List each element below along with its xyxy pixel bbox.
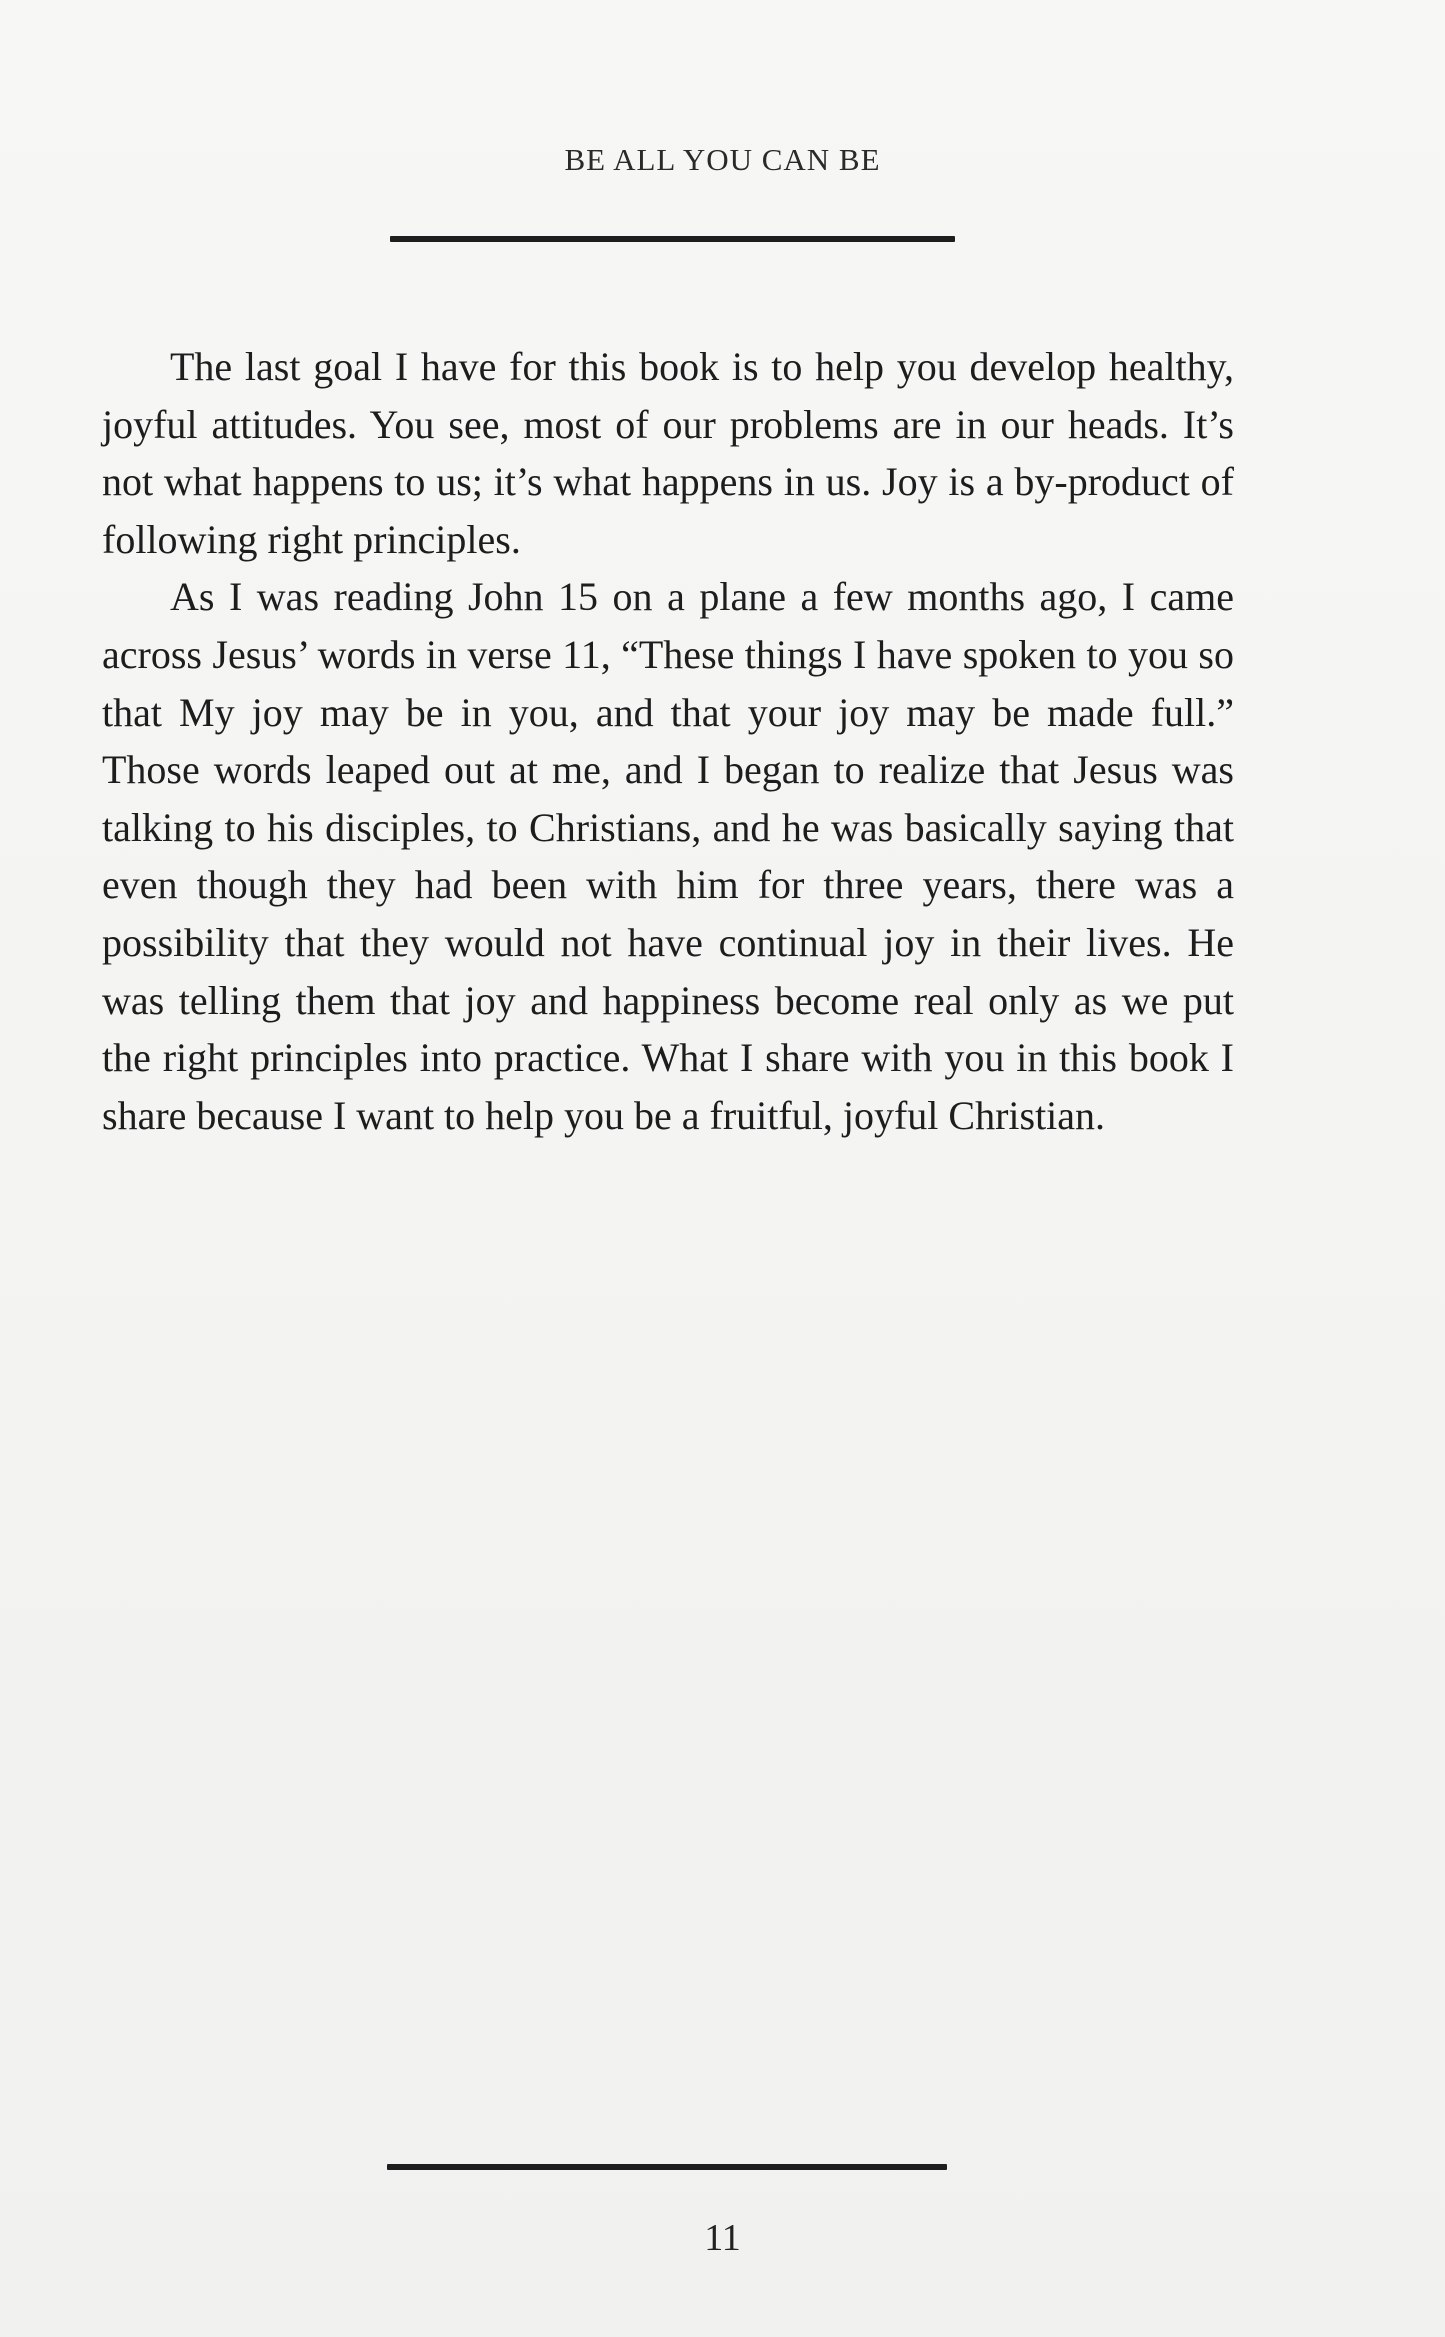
body-text bbox=[102, 338, 1234, 1144]
paragraph-1: The last goal I have for this book is to help you develop healthy, joyful attitudes. You see, most of our problems are in our heads. It’s not what happens to us; it’s what happens in us. Joy is a by-product of following right principles. bbox=[102, 344, 1234, 562]
top-rule bbox=[390, 236, 955, 242]
running-head: BE ALL YOU CAN BE bbox=[564, 142, 881, 177]
page-number: 11 bbox=[704, 2217, 741, 2259]
paragraph-2: As I was reading John 15 on a plane a few months ago, I came across Jesus’ words in verse 11, “These things I have spoken to you so that My joy may be in you, and that your joy may be made full.” Those words leaped out at me, and I began to realize that Jesus was talking to his disciples, to Christians, and he was basically saying that even though they had been with him for three years, there was a possibility that they would not have continual joy in their lives. He was telling them that joy and happiness become real only as we put the right principles into practice. What I share with you in this book I share because I want to help you be a fruitful, joyful Christian. bbox=[102, 574, 1234, 1138]
bottom-rule bbox=[387, 2164, 947, 2170]
